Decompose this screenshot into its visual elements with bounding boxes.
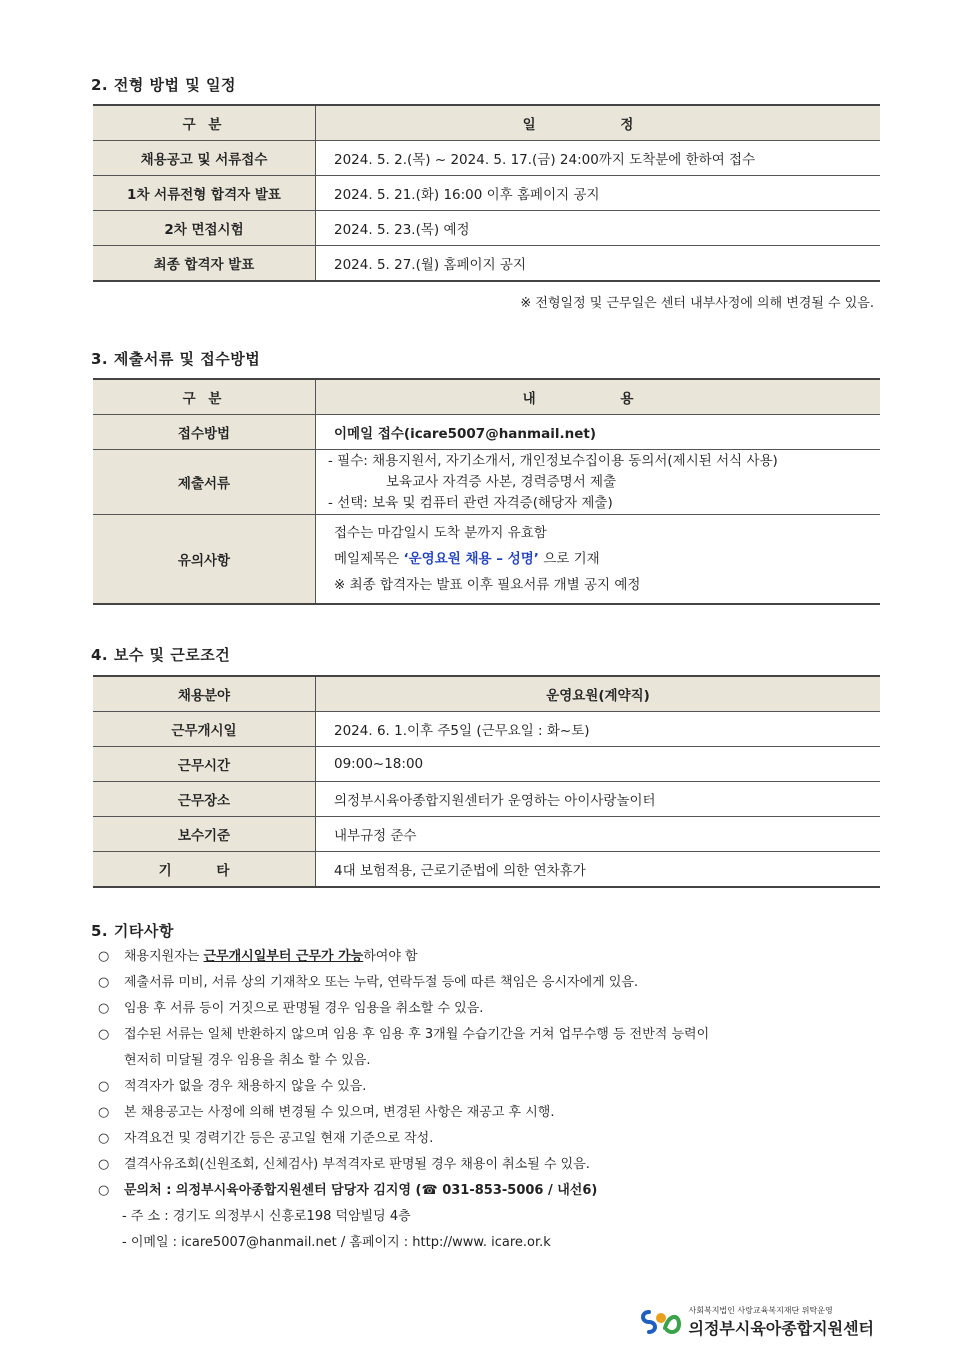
row-value: 이메일 접수(icare5007@hanmail.net)	[316, 415, 881, 450]
table-row	[93, 782, 880, 817]
row-value: 의정부시육아종합지원센터가 운영하는 아이사랑놀이터	[316, 782, 881, 817]
docs-value	[316, 450, 881, 515]
table-header-row	[93, 379, 880, 415]
header-cell: 내 용	[316, 379, 881, 415]
docs-line: 보육교사 자격증 사본, 경력증명서 제출	[386, 473, 617, 490]
item-emphasis: 근무개시일부터 근무가 가능	[203, 949, 364, 964]
section-3-title: 3. 제출서류 및 접수방법	[91, 350, 261, 368]
row-value: 2024. 5. 2.(목) ~ 2024. 5. 17.(금) 24:00까지 도착분에 한하여 접수	[316, 141, 881, 176]
logo-name: 의정부시육아종합지원센터	[688, 1319, 874, 1338]
list-item-contact	[98, 1178, 709, 1204]
header-cell: 운영요원(계약직)	[316, 676, 881, 712]
row-key: 근무개시일	[93, 712, 316, 747]
row-value: 2024. 5. 23.(목) 예정	[316, 211, 881, 246]
bullet-icon: ○	[98, 1131, 110, 1146]
etc-list	[98, 944, 709, 1256]
schedule-note: ※ 전형일정 및 근무일은 센터 내부사정에 의해 변경될 수 있음.	[520, 296, 874, 311]
row-value: 2024. 5. 21.(화) 16:00 이후 홈페이지 공지	[316, 176, 881, 211]
bullet-icon: ○	[98, 1105, 110, 1120]
list-item	[98, 1022, 709, 1048]
row-key: 2차 면접시험	[93, 211, 316, 246]
bullet-icon: ○	[98, 1183, 110, 1198]
item-text: 하여야 함	[363, 949, 418, 964]
item-text: 임용 후 서류 등이 거짓으로 판명될 경우 임용을 취소할 수 있음.	[124, 1001, 484, 1016]
documents-table	[93, 378, 880, 605]
row-key: 기 타	[93, 852, 316, 888]
list-item	[98, 1100, 709, 1126]
bullet-icon: ○	[98, 975, 110, 990]
table-row	[93, 415, 880, 450]
row-key: 채용공고 및 서류접수	[93, 141, 316, 176]
bullet-icon: ○	[98, 1157, 110, 1172]
docs-line: - 필수: 채용지원서, 자기소개서, 개인정보수집이용 동의서(제시된 서식 사용)	[328, 452, 778, 469]
list-item	[98, 1152, 709, 1178]
notice-text: 메일제목은	[334, 551, 404, 567]
table-row	[93, 515, 880, 605]
notice-value	[316, 515, 881, 605]
notice-line: ※ 최종 합격자는 발표 이후 필요서류 개별 공지 예정	[334, 577, 641, 593]
notice-line: 접수는 마감일시 도착 분까지 유효함	[334, 525, 547, 541]
header-cell: 구 분	[93, 105, 316, 141]
table-header-row	[93, 676, 880, 712]
row-value: 4대 보험적용, 근로기준법에 의한 연차휴가	[316, 852, 881, 888]
table-row	[93, 817, 880, 852]
row-value: 09:00~18:00	[316, 747, 881, 782]
list-item	[98, 1074, 709, 1100]
section-2-title: 2. 전형 방법 및 일정	[91, 76, 236, 94]
bullet-icon: ○	[98, 1001, 110, 1016]
bullet-icon: ○	[98, 1079, 110, 1094]
docs-line: - 선택: 보육 및 컴퓨터 관련 자격증(해당자 제출)	[328, 494, 613, 511]
row-key: 제출서류	[93, 450, 316, 515]
notice-text: 으로 기재	[538, 551, 600, 567]
mail-subject-format: ‘운영요원 채용 – 성명’	[403, 551, 539, 567]
list-item	[98, 944, 709, 970]
table-row	[93, 747, 880, 782]
list-item	[98, 970, 709, 996]
bullet-icon: ○	[98, 949, 110, 964]
item-text: 본 채용공고는 사정에 의해 변경될 수 있으며, 변경된 사항은 재공고 후 시행.	[124, 1105, 555, 1120]
table-header-row	[93, 105, 880, 141]
logo-subtitle: 사회복지법인 사랑교육복지재단 위탁운영	[688, 1306, 833, 1315]
row-key: 근무시간	[93, 747, 316, 782]
table-row	[93, 141, 880, 176]
row-key: 근무장소	[93, 782, 316, 817]
table-row	[93, 712, 880, 747]
table-row	[93, 211, 880, 246]
row-key: 1차 서류전형 합격자 발표	[93, 176, 316, 211]
email-homepage-line: - 이메일 : icare5007@hanmail.net / 홈페이지 : http://www. icare.or.k	[122, 1235, 551, 1250]
table-row	[93, 450, 880, 515]
address-line: - 주 소 : 경기도 의정부시 신흥로198 덕암빌딩 4층	[122, 1209, 411, 1224]
header-cell: 채용분야	[93, 676, 316, 712]
table-row	[93, 852, 880, 888]
item-text: 결격사유조회(신원조회, 신체검사) 부적격자로 판명될 경우 채용이 취소될 수 있음.	[124, 1157, 590, 1172]
table-row	[93, 246, 880, 282]
schedule-table	[93, 104, 880, 282]
item-text: 제출서류 미비, 서류 상의 기재착오 또는 누락, 연락두절 등에 따른 책임은 응시자에게 있음.	[124, 975, 639, 990]
list-item	[98, 1126, 709, 1152]
logo-mark-icon	[639, 1308, 683, 1336]
contact-text: 문의처 : 의정부시육아종합지원센터 담당자 김지영 (☎ 031-853-5006 / 내선6)	[124, 1183, 598, 1198]
item-text: 채용지원자는	[124, 949, 204, 964]
header-cell: 일 정	[316, 105, 881, 141]
item-text: 접수된 서류는 일체 반환하지 않으며 임용 후 임용 후 3개월 수습기간을 거쳐 업무수행 등 전반적 능력이	[124, 1027, 710, 1042]
item-text: 자격요건 및 경력기간 등은 공고일 현재 기준으로 작성.	[124, 1131, 434, 1146]
row-key: 보수기준	[93, 817, 316, 852]
header-cell: 구 분	[93, 379, 316, 415]
list-item	[98, 996, 709, 1022]
item-continuation: 현저히 미달될 경우 임용을 취소 할 수 있음.	[124, 1053, 371, 1068]
section-4-title: 4. 보수 및 근로조건	[91, 646, 231, 664]
row-value: 내부규정 준수	[316, 817, 881, 852]
bullet-icon: ○	[98, 1027, 110, 1042]
row-value: 2024. 6. 1.이후 주5일 (근무요일 : 화~토)	[316, 712, 881, 747]
notice-line	[334, 546, 880, 572]
item-text: 적격자가 없을 경우 채용하지 않을 수 있음.	[124, 1079, 367, 1094]
row-key: 최종 합격자 발표	[93, 246, 316, 282]
center-logo	[639, 1305, 874, 1339]
row-key: 접수방법	[93, 415, 316, 450]
conditions-table	[93, 675, 880, 888]
row-value: 2024. 5. 27.(월) 홈페이지 공지	[316, 246, 881, 282]
logo-text	[689, 1305, 874, 1339]
section-5-title: 5. 기타사항	[91, 922, 174, 940]
table-row	[93, 176, 880, 211]
row-key: 유의사항	[93, 515, 316, 605]
